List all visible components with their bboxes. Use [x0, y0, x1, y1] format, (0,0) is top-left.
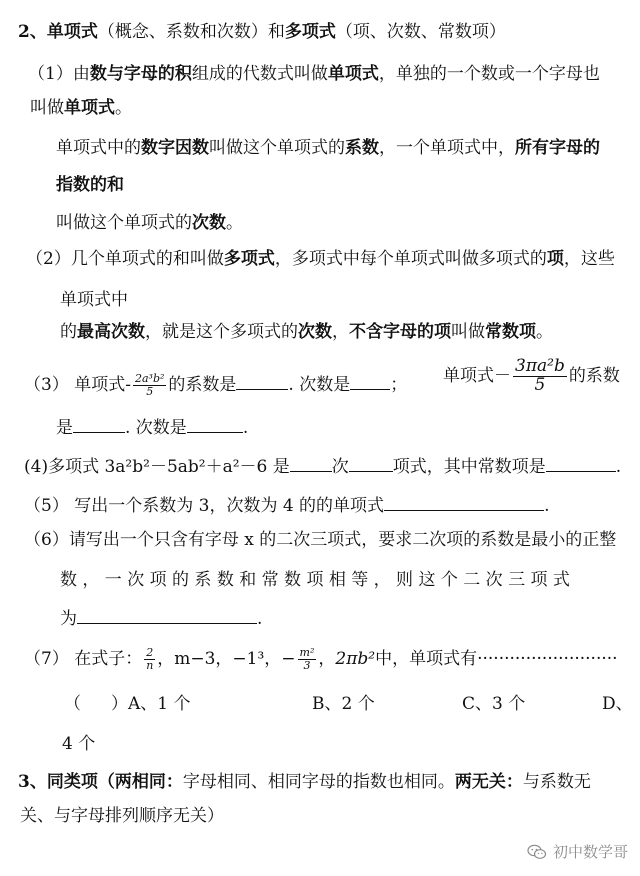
- heading-text: （概念、系数和次数）和: [97, 22, 285, 42]
- text: 的: [60, 322, 77, 342]
- text: 。: [536, 322, 553, 342]
- minus-sign: -: [125, 375, 131, 395]
- option-d-text[interactable]: 4 个: [62, 734, 96, 754]
- section-number: 2、: [18, 22, 47, 42]
- bold-term: 多项式: [223, 249, 275, 269]
- option-b[interactable]: B、2 个: [312, 694, 375, 714]
- q5-line: [24, 492, 549, 518]
- text: (4)多项式 3a²b²－5ab²＋a²－6 是: [24, 457, 290, 477]
- text: 。: [226, 213, 243, 233]
- leader-dots: ··························: [477, 649, 618, 669]
- text: 的系数是: [168, 375, 237, 395]
- wechat-icon: [527, 844, 547, 860]
- bold-term: 系数: [345, 138, 379, 158]
- answer-blank[interactable]: [77, 605, 257, 624]
- q6-line2: [60, 568, 570, 592]
- bold-term: 次数: [192, 213, 226, 233]
- text: .: [242, 418, 249, 438]
- text: 组成的代数式叫做: [191, 64, 328, 84]
- term-monomial: 单项式: [46, 22, 98, 42]
- bold-term: （两相同：: [97, 772, 183, 792]
- answer-paren[interactable]: （: [64, 694, 81, 714]
- option-c[interactable]: C、3 个: [462, 694, 526, 714]
- answer-blank[interactable]: [73, 414, 125, 433]
- answer-blank[interactable]: [546, 453, 616, 472]
- text: （5） 写出一个系数为 3，次数为 4 的的单项式: [24, 496, 385, 516]
- numerator: 2: [146, 646, 154, 660]
- text: 次: [331, 457, 349, 477]
- text: 单项式中: [60, 290, 128, 310]
- text: 是: [56, 418, 73, 438]
- section-2-heading: [18, 20, 506, 44]
- numerator: m²: [299, 646, 315, 660]
- text: 叫做这个单项式的: [209, 138, 345, 158]
- fraction-2: [513, 358, 567, 395]
- q3-line2: [56, 414, 248, 440]
- expression: 2πb²: [335, 649, 376, 669]
- bold-term: 数字因数: [141, 138, 209, 158]
- text: 单项式－: [443, 365, 511, 386]
- text: . 次数是: [125, 418, 187, 438]
- option-b-wrap: [312, 692, 375, 716]
- bold-term: 所有字母的: [515, 138, 600, 158]
- bold-term: 单项式: [327, 64, 379, 84]
- text: 关、与字母排列顺序无关）: [20, 806, 224, 826]
- bold-term: 最高次数: [77, 322, 145, 342]
- section-3-line2: [20, 804, 224, 828]
- section-title: 3、同类项: [18, 772, 98, 792]
- text: 叫做这个单项式的: [56, 213, 192, 233]
- numerator: 2a³b²: [134, 372, 165, 386]
- text: .: [544, 496, 550, 516]
- text: .: [615, 457, 622, 477]
- text: 数 ， 一 次 项 的 系 数 和 常 数 项 相 等 ， 则 这 个 二 次 三 项 式: [60, 570, 570, 590]
- p2-line1: [26, 247, 615, 271]
- fraction-1: [133, 373, 166, 397]
- term-polynomial: 多项式: [284, 22, 336, 42]
- text: 项式，其中常数项是: [392, 457, 546, 477]
- text: 中，单项式有: [375, 649, 478, 669]
- p1-line1: [28, 62, 600, 86]
- answer-blank[interactable]: [236, 371, 288, 390]
- bold-term: 单项式: [64, 98, 115, 118]
- denominator: n: [146, 659, 154, 672]
- answer-blank[interactable]: [187, 414, 243, 433]
- p1-line3: [56, 136, 600, 160]
- answer-blank[interactable]: [350, 371, 390, 390]
- p1-line2: [30, 96, 132, 120]
- text: （7） 在式子：: [24, 649, 143, 669]
- text: （2）几个单项式的和叫做: [26, 249, 224, 269]
- bold-term: 数与字母的积: [89, 64, 192, 84]
- bold-term: 常数项: [485, 322, 536, 342]
- heading-text-2: （项、次数、常数项）: [335, 22, 506, 42]
- section-3-line1: [18, 770, 591, 794]
- text: ，这些: [563, 249, 615, 269]
- text: 与系数无: [522, 772, 591, 792]
- text: ，就是这个多项式的: [145, 322, 298, 342]
- option-c-wrap: [462, 692, 525, 716]
- text: ，单独的一个数或一个字母也: [378, 64, 600, 84]
- text: （1）由: [28, 64, 90, 84]
- p2-line2: [60, 288, 128, 312]
- q7-line1: [24, 642, 618, 676]
- text: 叫做: [451, 322, 485, 342]
- text: ，一个单项式中，: [379, 138, 515, 158]
- p1-line5: [56, 211, 243, 235]
- denominator: 5: [534, 374, 546, 395]
- q3-line1: [24, 370, 407, 400]
- bold-term: 次数: [298, 322, 332, 342]
- text: ，: [332, 322, 349, 342]
- answer-blank[interactable]: [384, 492, 544, 511]
- text: 为: [60, 609, 77, 629]
- text: 叫做: [30, 98, 64, 118]
- text: ；: [390, 375, 408, 395]
- bold-term: 指数的和: [56, 175, 124, 195]
- q4-line: [24, 453, 621, 479]
- bold-term: 不含字母的项: [349, 322, 451, 342]
- text: 的系数: [568, 365, 620, 386]
- denominator: 3: [303, 659, 311, 672]
- text: ，m−3，−1³，−: [157, 649, 296, 669]
- option-d-cont: [62, 732, 95, 756]
- p2-line3: [60, 320, 553, 344]
- q7-options: [64, 692, 191, 716]
- q6-line1: [24, 528, 616, 552]
- q3-line1-right: [443, 358, 620, 395]
- option-d-wrap: [602, 692, 633, 716]
- text: 。: [115, 98, 132, 118]
- watermark-text: 初中数学哥: [552, 843, 628, 861]
- fraction-m2-over-3: [298, 647, 317, 671]
- answer-blank[interactable]: [349, 453, 393, 472]
- watermark: [527, 841, 628, 862]
- text: ，: [318, 649, 336, 669]
- text: ，多项式中每个单项式叫做多项式的: [274, 249, 547, 269]
- text: （3） 单项式: [24, 375, 126, 395]
- numerator: 3πa²b: [515, 356, 565, 376]
- text: 字母相同、相同字母的指数也相同。: [182, 772, 455, 792]
- option-a[interactable]: ）A、1 个: [111, 694, 191, 714]
- fraction-2-over-n: [144, 647, 155, 671]
- denominator: 5: [146, 385, 154, 398]
- text: .: [257, 609, 263, 629]
- text: 单项式中的: [56, 138, 141, 158]
- bold-term: 两无关：: [454, 772, 523, 792]
- p1-line4: [56, 173, 124, 197]
- text: . 次数是: [288, 375, 351, 395]
- answer-blank[interactable]: [290, 453, 332, 472]
- option-d[interactable]: D、: [602, 694, 633, 714]
- bold-term: 项: [546, 249, 564, 269]
- q6-line3: [60, 605, 262, 631]
- text: （6）请写出一个只含有字母 x 的二次三项式，要求二次项的系数是最小的正整: [24, 530, 617, 550]
